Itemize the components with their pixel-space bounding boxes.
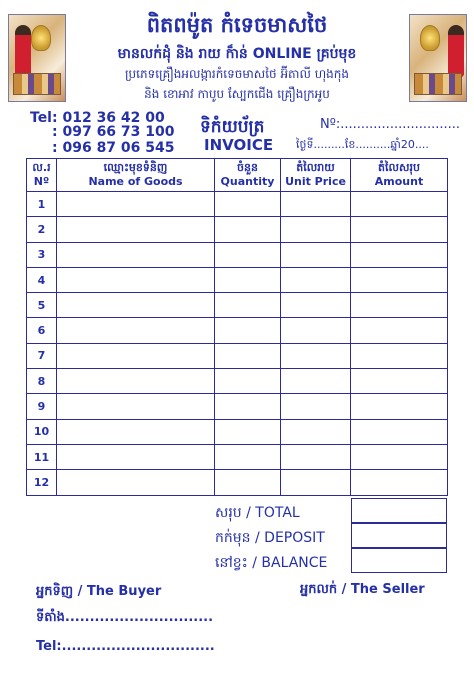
tel-field: Tel:............................... <box>36 639 215 654</box>
deposit-label: កក់មុន / DEPOSIT <box>215 530 325 546</box>
invoice-date-field: ថ្ងៃទី.........ខែ..........ឆ្នាំ20.... <box>296 138 429 151</box>
col-goods: ឈ្មោះមុខទំនិញ Name of Goods <box>57 159 215 192</box>
col-quantity: ចំនួន Quantity <box>215 159 281 192</box>
table-row: 3 <box>27 242 448 267</box>
col-number: ល.រ Nº <box>27 159 57 192</box>
shop-products-line-2: និង ខោអាវ កាបូប ស្បែកជើង គ្រឿងក្រអូប <box>144 87 330 101</box>
col-amount: តំលៃសរុប Amount <box>351 159 448 192</box>
jewelry-display <box>414 73 462 95</box>
col-unit-price: តំលៃរាយ Unit Price <box>281 159 351 192</box>
model-figure <box>15 25 31 77</box>
table-row: 11 <box>27 444 448 469</box>
location-field: ទីតាំង.............................. <box>36 610 214 625</box>
table-row: 1 <box>27 192 448 217</box>
model-figure <box>448 25 464 77</box>
deposit-field[interactable] <box>351 523 447 548</box>
shop-subtitle: មានលក់ដុំ និង រាយ ក៏ាន់ ONLINE គ្រប់មុខ <box>117 46 357 62</box>
table-row: 9 <box>27 394 448 419</box>
tel-label: Tel: <box>30 110 58 126</box>
invoice-number-field: Nº:............................. <box>320 117 461 132</box>
table-row: 10 <box>27 419 448 444</box>
balance-label: នៅខ្វះ / BALANCE <box>215 555 328 571</box>
product-photo-right <box>409 14 467 102</box>
product-photo-left <box>8 14 66 102</box>
table-row: 7 <box>27 343 448 368</box>
phone-2: : 097 66 73 100 <box>52 124 175 140</box>
total-field[interactable] <box>351 498 447 523</box>
gold-jewelry-icon <box>31 25 51 51</box>
table-row: 8 <box>27 369 448 394</box>
buyer-label: អ្នកទិញ / The Buyer <box>36 584 162 599</box>
shop-title: ពិតពម៉ូត កំទេចមាសថៃ <box>146 13 328 37</box>
invoice-title: INVOICE <box>204 136 274 154</box>
items-table <box>26 158 448 496</box>
shop-products-line: ប្រភេទគ្រឿងអលង្ការកំទេចមាសថៃ អ៊ីតាលី ហុងកុង <box>124 67 349 81</box>
phone-3: : 096 87 06 545 <box>52 140 175 156</box>
table-row: 5 <box>27 293 448 318</box>
table-header-row <box>27 159 448 192</box>
table-row: 4 <box>27 267 448 292</box>
table-row: 6 <box>27 318 448 343</box>
phone-number: 012 36 42 00 <box>62 110 165 126</box>
seller-label: អ្នកលក់ / The Seller <box>300 582 425 597</box>
table-row: 12 <box>27 470 448 495</box>
table-row: 2 <box>27 217 448 242</box>
gold-jewelry-icon <box>420 25 440 51</box>
jewelry-display <box>13 73 61 95</box>
invoice-title-kh: ទិកំយប័ត្រ <box>200 117 265 137</box>
balance-field[interactable] <box>351 548 447 573</box>
total-label: សរុប / TOTAL <box>215 505 300 521</box>
